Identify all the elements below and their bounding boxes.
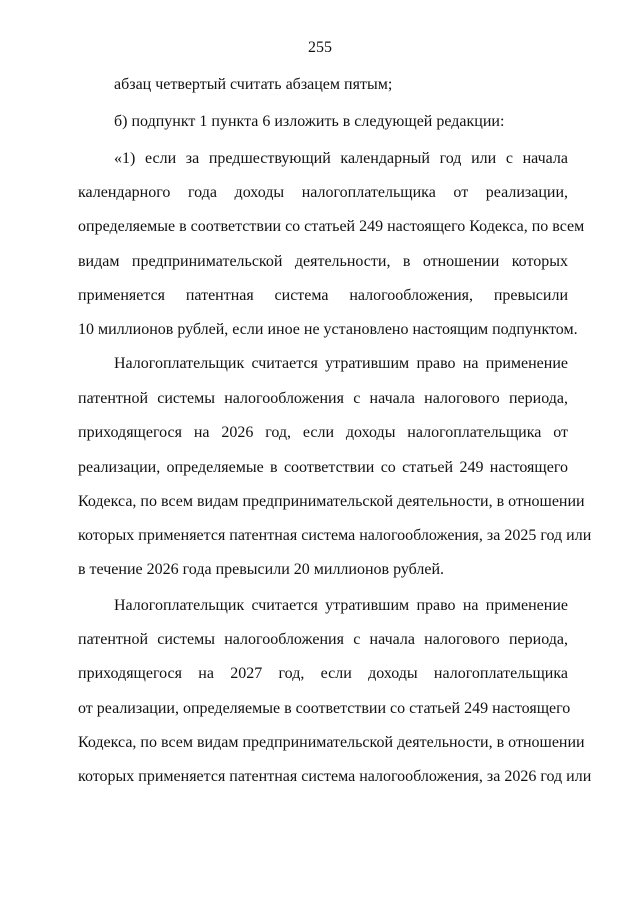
page-number: 255 bbox=[308, 39, 332, 56]
text-line: патентной системы налогообложения с начала налогового периода, bbox=[78, 390, 568, 407]
text-line: Кодекса, по всем видам предпринимательской деятельности, в отношении bbox=[78, 493, 585, 510]
text-line: Налогоплательщик считается утратившим право на применение bbox=[114, 355, 568, 372]
text-line: 10 миллионов рублей, если иное не установлено настоящим подпунктом. bbox=[78, 321, 578, 338]
text-line: Кодекса, по всем видам предпринимательской деятельности, в отношении bbox=[78, 734, 585, 751]
text-line: реализации, определяемые в соответствии со статьей 249 настоящего bbox=[78, 459, 568, 476]
text-line: приходящегося на 2027 год, если доходы налогоплательщика bbox=[78, 665, 568, 682]
text-line: в течение 2026 года превысили 20 миллионов рублей. bbox=[78, 561, 445, 578]
text-line: «1) если за предшествующий календарный год или с начала bbox=[114, 150, 568, 167]
text-line: от реализации, определяемые в соответствии со статьей 249 настоящего bbox=[78, 700, 571, 717]
text-line: видам предпринимательской деятельности, в отношении которых bbox=[78, 253, 568, 270]
text-line: Налогоплательщик считается утратившим право на применение bbox=[114, 597, 568, 614]
text-line: которых применяется патентная система налогообложения, за 2026 год или bbox=[78, 768, 592, 785]
text-line: определяемые в соответствии со статьей 249 настоящего Кодекса, по всем bbox=[78, 218, 585, 235]
text-line: б) подпункт 1 пункта 6 изложить в следующей редакции: bbox=[114, 113, 505, 130]
text-line: приходящегося на 2026 год, если доходы налогоплательщика от bbox=[78, 424, 568, 441]
text-line: патентной системы налогообложения с начала налогового периода, bbox=[78, 631, 568, 648]
text-line: которых применяется патентная система налогообложения, за 2025 год или bbox=[78, 527, 592, 544]
text-line: абзац четвертый считать абзацем пятым; bbox=[114, 76, 393, 93]
text-line: календарного года доходы налогоплательщика от реализации, bbox=[78, 184, 568, 201]
text-line: применяется патентная система налогообложения, превысили bbox=[78, 287, 568, 304]
